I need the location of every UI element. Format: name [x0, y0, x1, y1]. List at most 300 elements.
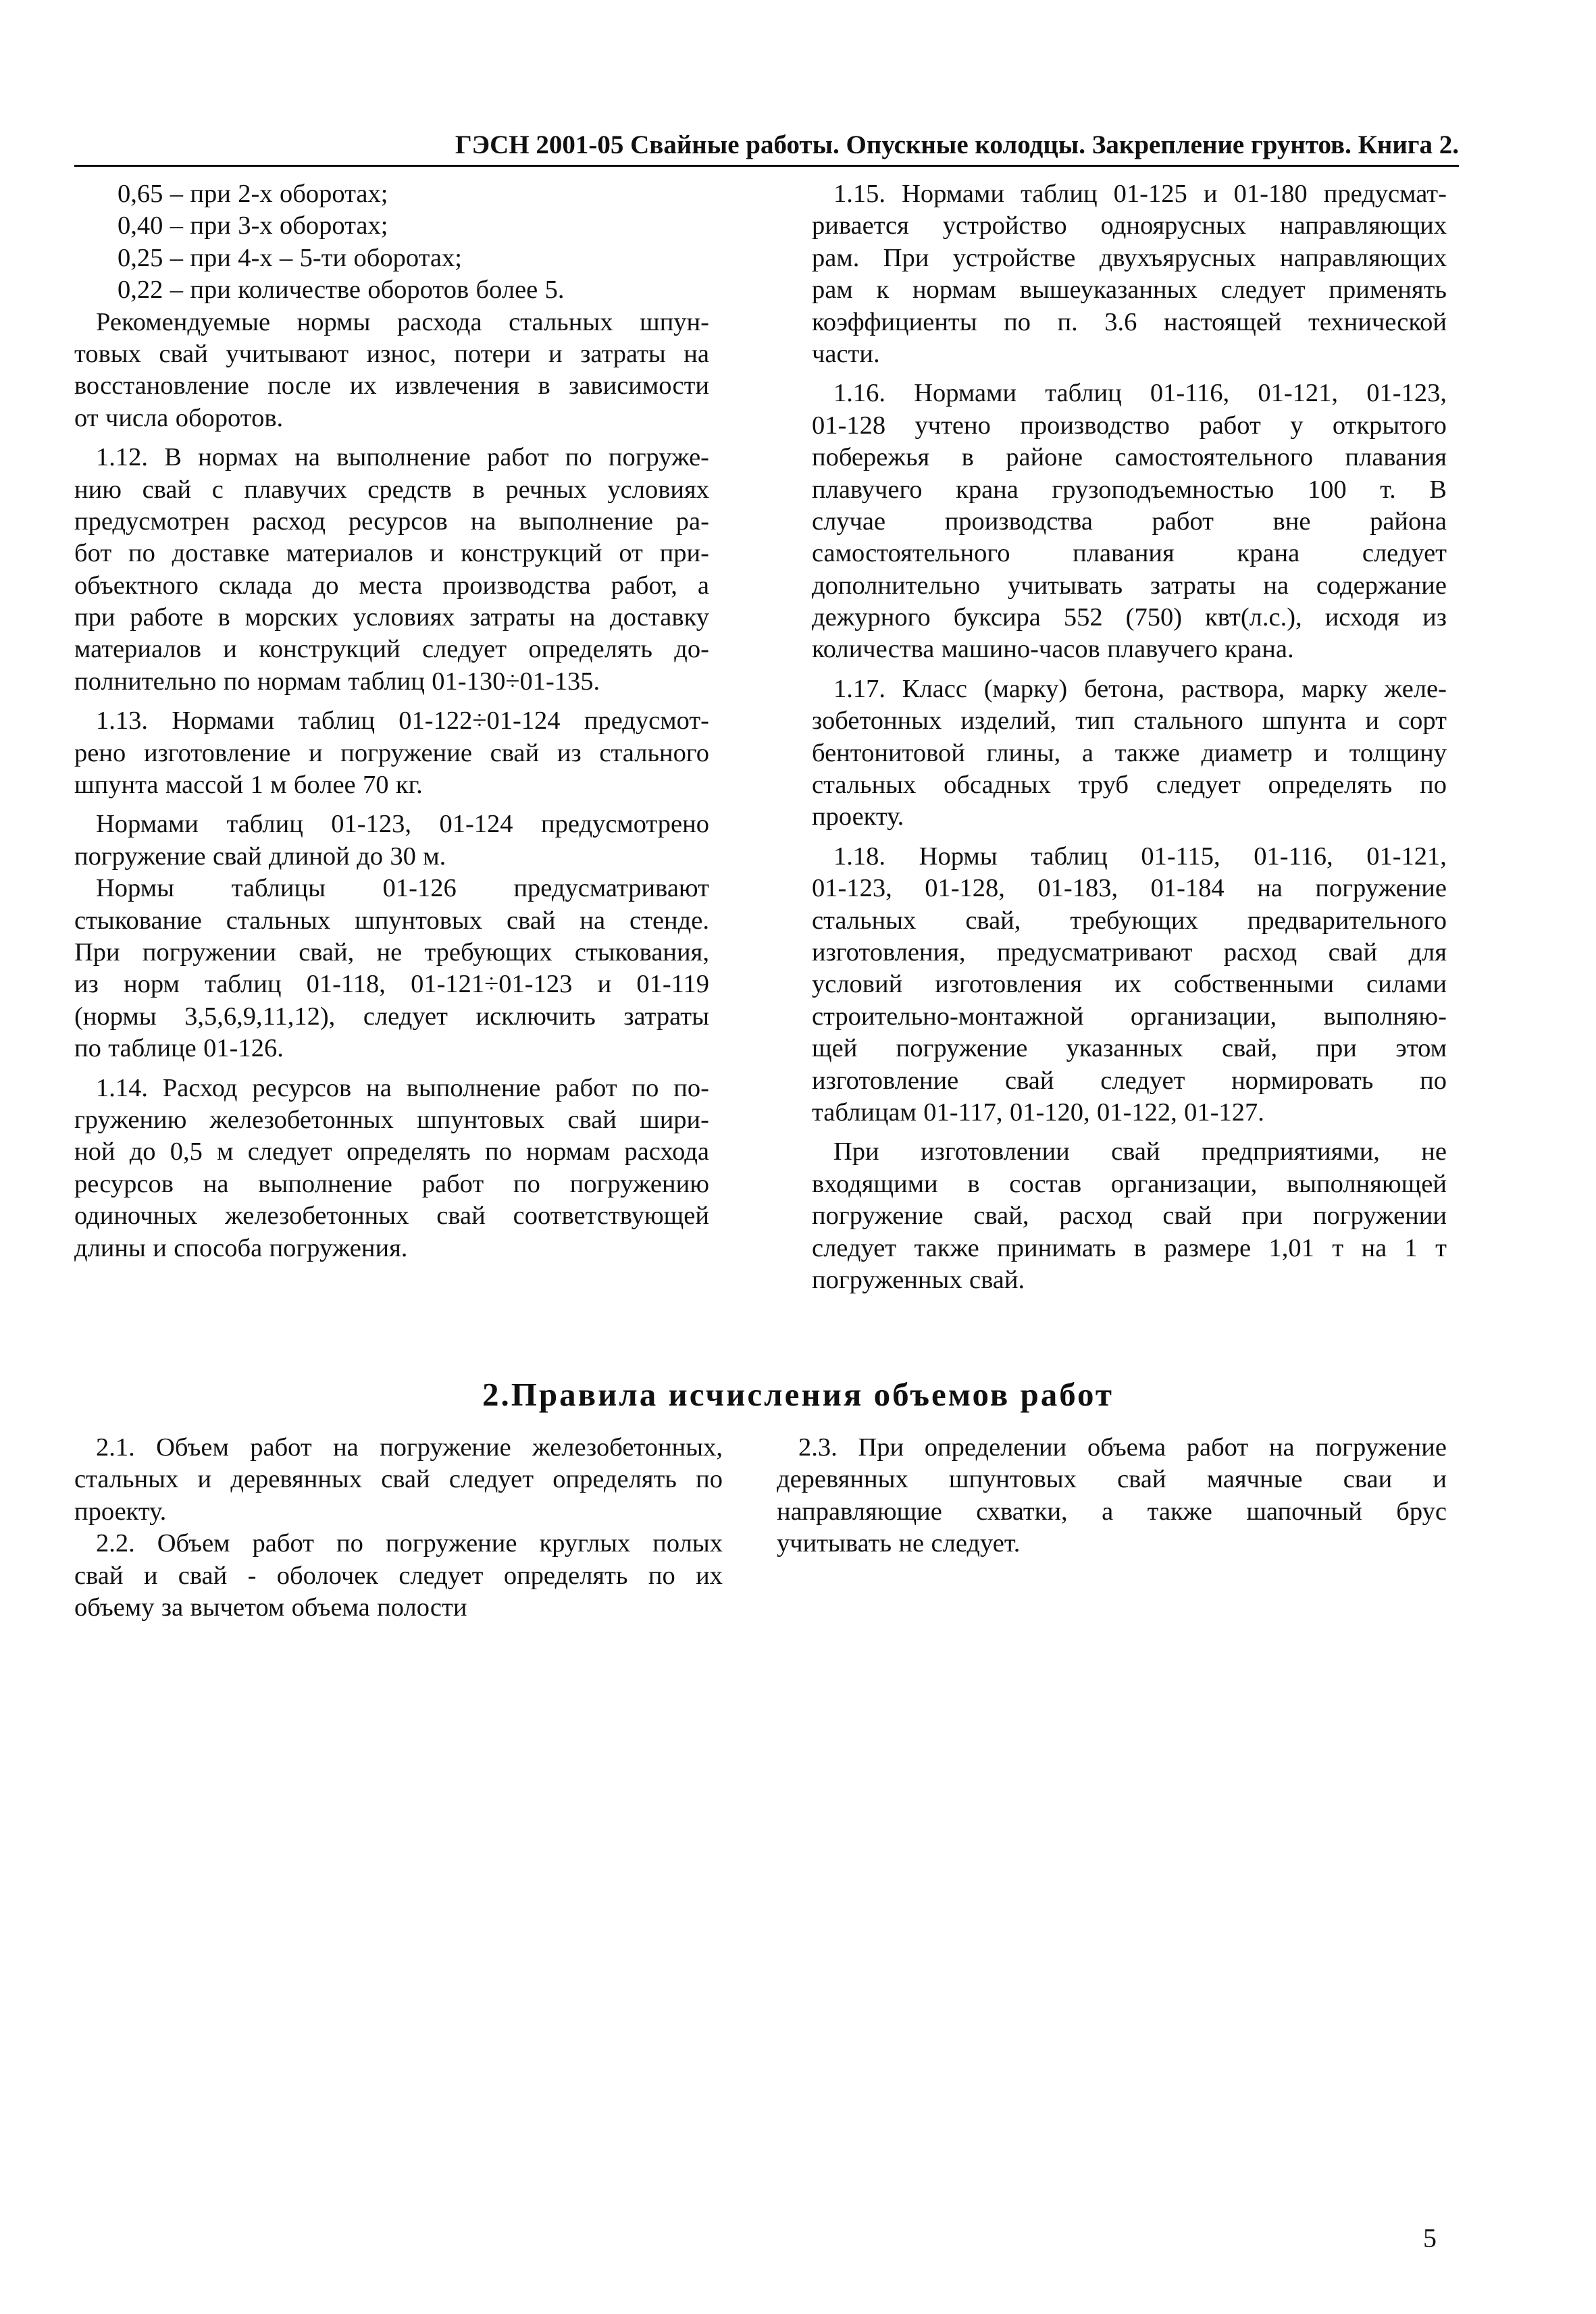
word: нормы	[297, 307, 371, 336]
word: (марку)	[983, 674, 1068, 703]
word: расход	[1223, 937, 1297, 967]
word: определять	[528, 635, 652, 664]
word: 1	[250, 771, 263, 800]
text-line	[812, 841, 1447, 873]
word: работ	[555, 1073, 617, 1102]
text-line	[812, 937, 1447, 969]
word: материалов	[74, 635, 202, 664]
word: районе	[1006, 443, 1083, 472]
word: свай,	[299, 937, 355, 967]
text-line	[812, 1136, 1447, 1168]
word: производства	[944, 507, 1093, 536]
word: таблиц	[348, 667, 425, 696]
word: бентонитовой	[812, 738, 965, 767]
word: проекту.	[812, 802, 904, 831]
word: 0,22	[118, 276, 163, 305]
word: в	[967, 1169, 980, 1198]
word: 1,01	[1268, 1233, 1314, 1262]
word: 01-121÷01-123	[411, 970, 573, 999]
word: 01-123,	[1366, 379, 1447, 408]
word: для	[1408, 937, 1447, 967]
word: 5-ти	[299, 243, 347, 272]
word: при	[1316, 1034, 1357, 1063]
right-column-top	[812, 178, 1447, 1296]
word: расход	[1059, 1202, 1133, 1231]
word: расход	[252, 507, 326, 536]
word: по	[1420, 771, 1447, 800]
word: условий	[812, 970, 903, 999]
word: морских	[244, 603, 339, 632]
word: таблиц	[1021, 180, 1098, 208]
word: нормировать	[1231, 1066, 1374, 1095]
word: таблицы	[231, 874, 326, 903]
word: следует	[448, 1465, 534, 1494]
word: плавучего	[812, 475, 923, 504]
word: шпун-	[640, 307, 709, 336]
text-line	[74, 210, 709, 242]
word: крана	[956, 475, 1019, 504]
word: восстановление	[74, 371, 249, 401]
word: доставке	[172, 539, 269, 568]
word: на	[580, 906, 606, 935]
word: погружение	[812, 1202, 944, 1231]
word: на	[366, 1073, 392, 1102]
word: размере	[1164, 1233, 1252, 1262]
word: 01-123,	[812, 874, 892, 903]
word: оборотах;	[279, 180, 388, 208]
word: в	[217, 603, 230, 632]
page-number: 5	[1423, 2223, 1437, 2253]
word: Класс	[902, 674, 967, 703]
word: 01-128	[812, 411, 886, 440]
word: стальных	[812, 771, 917, 800]
text-line	[812, 801, 1447, 833]
word: числа	[105, 403, 169, 432]
word: места	[359, 571, 423, 600]
word: рено	[74, 738, 126, 767]
word: вычетом	[190, 1593, 285, 1622]
word: 1.15.	[833, 180, 885, 208]
text-line	[812, 634, 1447, 665]
word: в	[538, 371, 550, 401]
word: 2.2.	[96, 1529, 135, 1558]
word: одноярусных	[1100, 211, 1246, 240]
word: определять	[552, 1465, 677, 1494]
word: на	[203, 1169, 229, 1198]
word: силами	[1366, 970, 1447, 999]
word: на	[1257, 874, 1283, 903]
word: с	[211, 475, 224, 504]
word: района	[1370, 507, 1447, 536]
word: 01-125	[1113, 180, 1187, 208]
word: Объем	[156, 1433, 229, 1462]
word: 01-120,	[1009, 1098, 1090, 1127]
word: их	[349, 371, 377, 401]
word: выполняющей	[1286, 1169, 1447, 1198]
word: 01-118,	[306, 970, 386, 999]
word: полых	[652, 1529, 723, 1558]
word: обсадных	[944, 771, 1051, 800]
text-line	[74, 570, 709, 602]
word: и	[597, 970, 612, 999]
word: и	[1365, 706, 1379, 736]
word: и	[223, 635, 237, 664]
word: по	[1420, 1066, 1447, 1095]
word: количества	[812, 635, 935, 664]
word: таблиц	[226, 810, 303, 839]
word: по-	[673, 1073, 709, 1102]
text-line	[74, 666, 709, 698]
word: затраты	[469, 603, 555, 632]
word: глины,	[986, 738, 1061, 767]
word: шпунта	[1262, 706, 1347, 736]
word: на	[569, 603, 596, 632]
text-line	[777, 1432, 1447, 1464]
text-line	[812, 242, 1447, 274]
word: определять	[346, 1137, 471, 1166]
word: средств	[367, 475, 452, 504]
text-line	[74, 1033, 709, 1064]
word: исходя	[1324, 603, 1400, 632]
word: и	[153, 1233, 167, 1262]
word: гружению	[74, 1105, 187, 1134]
word: и	[308, 738, 323, 767]
text-line	[74, 506, 709, 538]
word: 01-130÷01-135.	[432, 667, 600, 696]
word: и	[1314, 738, 1328, 767]
word: железобетонных,	[532, 1433, 723, 1462]
word: при	[1241, 1202, 1283, 1231]
word: 0,40	[118, 211, 163, 240]
word: 0,65	[118, 180, 163, 208]
word: свай,	[965, 906, 1021, 935]
text-line	[74, 738, 709, 769]
text-line	[812, 873, 1447, 904]
text-line	[74, 705, 709, 737]
word: буксира	[953, 603, 1041, 632]
word: и	[548, 339, 563, 368]
word: по	[632, 1073, 659, 1102]
text-line	[812, 570, 1447, 602]
word: 5.	[544, 276, 565, 305]
word: Нормами	[902, 180, 1004, 208]
word: от	[74, 403, 99, 432]
text-line	[74, 178, 709, 210]
text-line	[777, 1496, 1447, 1528]
word: свай	[1117, 1465, 1166, 1494]
text-line	[74, 841, 709, 873]
word: по	[565, 443, 592, 472]
word: предусматривают	[513, 874, 709, 903]
word: таблице	[108, 1034, 197, 1063]
text-line	[812, 506, 1447, 538]
word: длиной	[268, 842, 350, 871]
running-header	[74, 127, 1459, 167]
word: желе-	[1384, 674, 1447, 703]
text-line	[74, 769, 709, 801]
word: оборотов	[367, 276, 469, 305]
word: т.	[1380, 475, 1396, 504]
word: требующих	[1070, 906, 1198, 935]
word: до-	[674, 635, 709, 664]
word: оборотах;	[279, 211, 388, 240]
word: Расход	[162, 1073, 238, 1102]
word: принимать	[997, 1233, 1116, 1262]
word: –	[170, 276, 184, 305]
text-line	[812, 474, 1447, 506]
word: конструкций	[259, 635, 401, 664]
word: предварительного	[1247, 906, 1447, 935]
word: также	[914, 1233, 979, 1262]
word: длины	[74, 1233, 146, 1262]
word: –	[279, 243, 293, 272]
word: нормах	[198, 443, 279, 472]
word: по	[648, 1561, 675, 1590]
word: деревянных	[230, 1465, 363, 1494]
word: их	[1114, 970, 1141, 999]
word: шири-	[640, 1105, 709, 1134]
word: состав	[1009, 1169, 1082, 1198]
text-line	[74, 1528, 723, 1560]
word: стальных	[812, 906, 917, 935]
word: по	[696, 1465, 723, 1494]
word: оборотах;	[353, 243, 462, 272]
word: 0,5	[170, 1137, 203, 1166]
word: направляющих	[1279, 211, 1447, 240]
word: свай.	[969, 1265, 1025, 1294]
word: склада	[218, 571, 292, 600]
word: крана	[1237, 539, 1300, 568]
word: 0,25	[118, 243, 163, 272]
word: 01-122÷01-124	[398, 706, 561, 736]
word: вне	[1272, 507, 1311, 536]
word: извлечения	[395, 371, 520, 401]
text-line	[812, 1033, 1447, 1064]
word: т	[1332, 1233, 1344, 1262]
word: выполняю-	[1323, 1002, 1447, 1031]
word: от	[619, 539, 643, 568]
word: указанных	[1066, 1034, 1183, 1063]
word: 01-184	[1150, 874, 1225, 903]
word: 01-180	[1233, 180, 1308, 208]
word: работ	[421, 1169, 484, 1198]
word: по	[128, 539, 155, 568]
word: раствора,	[1181, 674, 1285, 703]
word: товых	[74, 339, 141, 368]
word: расхода	[624, 1137, 709, 1166]
word: погруже-	[608, 443, 709, 472]
word: предусмат-	[1323, 180, 1447, 208]
text-line	[74, 1233, 709, 1264]
word: не	[1421, 1137, 1447, 1166]
word: двухъярусных	[1099, 243, 1256, 272]
word: деревянных	[777, 1465, 908, 1494]
text-line	[812, 1264, 1447, 1296]
word: свай	[1111, 1137, 1160, 1166]
word: следует	[1156, 771, 1241, 800]
word: изделий,	[960, 706, 1057, 736]
word: конструкций	[461, 539, 602, 568]
word: при	[190, 276, 231, 305]
text-line	[74, 1560, 723, 1592]
word: 01-121,	[1366, 842, 1447, 871]
word: по	[336, 1529, 363, 1558]
word: -	[247, 1561, 257, 1590]
word: свай	[159, 339, 208, 368]
word: из	[1422, 603, 1447, 632]
word: настоящей	[1163, 307, 1282, 336]
text-line	[74, 1136, 709, 1168]
text-line	[812, 1001, 1447, 1033]
text-line	[74, 442, 709, 473]
word: щей	[812, 1034, 858, 1063]
word: 1.18.	[833, 842, 885, 871]
word: стального	[599, 738, 709, 767]
text-line	[812, 307, 1447, 338]
word: выполнение	[258, 1169, 392, 1198]
text-line	[74, 1001, 709, 1033]
word: марку	[1302, 674, 1368, 703]
word: В	[1429, 475, 1447, 504]
word: и	[430, 539, 444, 568]
word: и	[1203, 180, 1218, 208]
word: таблиц	[1031, 842, 1108, 871]
word: кг.	[395, 771, 423, 800]
text-line	[74, 338, 709, 370]
text-line	[74, 1104, 709, 1136]
word: свай	[178, 1561, 228, 1590]
word: квт(л.с.),	[1205, 603, 1302, 632]
word: работе	[130, 603, 203, 632]
word: 01-126	[382, 874, 457, 903]
word: м	[217, 1137, 234, 1166]
word: не	[898, 1529, 925, 1558]
word: плавания	[1345, 443, 1447, 472]
text-line	[812, 410, 1447, 442]
word: бот	[74, 539, 112, 568]
word: на	[333, 1433, 359, 1462]
text-line	[812, 769, 1447, 801]
word: стальных	[509, 307, 613, 336]
word: железобетонных	[209, 1105, 394, 1134]
word: содержание	[1316, 571, 1447, 600]
text-line	[777, 1528, 1447, 1560]
word: диаметр	[1201, 738, 1293, 767]
word: следует	[1362, 539, 1447, 568]
word: ресурсов	[348, 507, 448, 536]
word: выполнение	[336, 443, 471, 472]
word: количестве	[238, 276, 361, 305]
word: норм	[123, 970, 180, 999]
word: 1	[1404, 1233, 1418, 1262]
word: у	[1290, 411, 1304, 440]
word: учитывать	[1007, 571, 1123, 600]
word: износ,	[366, 339, 436, 368]
word: 01-123,	[331, 810, 411, 839]
word: 3,5,6,9,11,12),	[184, 1002, 336, 1031]
word: и	[197, 1465, 212, 1494]
word: при	[190, 180, 231, 208]
text-line	[812, 338, 1447, 370]
word: работ	[1199, 411, 1261, 440]
word: а	[697, 571, 709, 600]
word: 01-126.	[203, 1034, 284, 1063]
word: исключить	[475, 1002, 596, 1031]
word: 100	[1307, 475, 1347, 504]
text-line	[812, 1168, 1447, 1200]
word: ривается	[812, 211, 909, 240]
word: ресурсов	[74, 1169, 174, 1198]
word: Нормами	[96, 810, 199, 839]
word: требующих	[424, 937, 552, 967]
word: условиях	[607, 475, 709, 504]
word: –	[170, 180, 184, 208]
word: нормам	[526, 1137, 611, 1166]
text-line	[74, 937, 709, 969]
word: стенде.	[629, 906, 709, 935]
word: предусматривают	[996, 937, 1193, 967]
text-line	[812, 1233, 1447, 1264]
word: следует	[421, 635, 507, 664]
word: при	[190, 211, 231, 240]
word: брус	[1396, 1497, 1447, 1526]
text-line	[812, 274, 1447, 306]
word: погружении	[1312, 1202, 1447, 1231]
word: т	[1435, 1233, 1447, 1262]
text-line	[812, 442, 1447, 473]
word: 1.14.	[96, 1073, 148, 1102]
word: 2.1.	[96, 1433, 135, 1462]
word: шпунтовых	[948, 1465, 1077, 1494]
word: по	[1004, 307, 1031, 336]
word: Нормы	[919, 842, 998, 871]
text-line	[74, 873, 709, 904]
word: рам	[812, 276, 853, 305]
word: плавучего	[1107, 635, 1218, 664]
word: по	[485, 1137, 512, 1166]
text-line	[74, 538, 709, 569]
word: также	[1147, 1497, 1212, 1526]
word: работ	[487, 443, 549, 472]
word: Рекомендуемые	[96, 307, 271, 336]
word: 01-117,	[923, 1098, 1003, 1127]
word: 3-х	[238, 211, 273, 240]
word: выполнение	[519, 507, 653, 536]
text-line	[812, 602, 1447, 634]
word: свай	[74, 1561, 124, 1590]
word: Объем	[157, 1529, 230, 1558]
word: рам.	[812, 243, 860, 272]
word: стального	[1133, 706, 1243, 736]
word: таблиц	[205, 970, 282, 999]
word: а	[1102, 1497, 1114, 1526]
word: технической	[1308, 307, 1447, 336]
word: объема	[291, 1593, 370, 1622]
word: таблиц	[1045, 379, 1122, 408]
word: вышеуказанных	[1019, 276, 1198, 305]
word: свай	[381, 1465, 430, 1494]
word: в	[961, 443, 974, 472]
word: учитывать	[777, 1529, 892, 1558]
word: на	[294, 443, 321, 472]
word: учтено	[915, 411, 991, 440]
word: сорт	[1398, 706, 1447, 736]
word: по	[74, 1034, 101, 1063]
word: работ,	[611, 571, 677, 600]
word: открытого	[1332, 411, 1447, 440]
text-line	[812, 969, 1447, 1000]
word: ной	[74, 1137, 115, 1166]
